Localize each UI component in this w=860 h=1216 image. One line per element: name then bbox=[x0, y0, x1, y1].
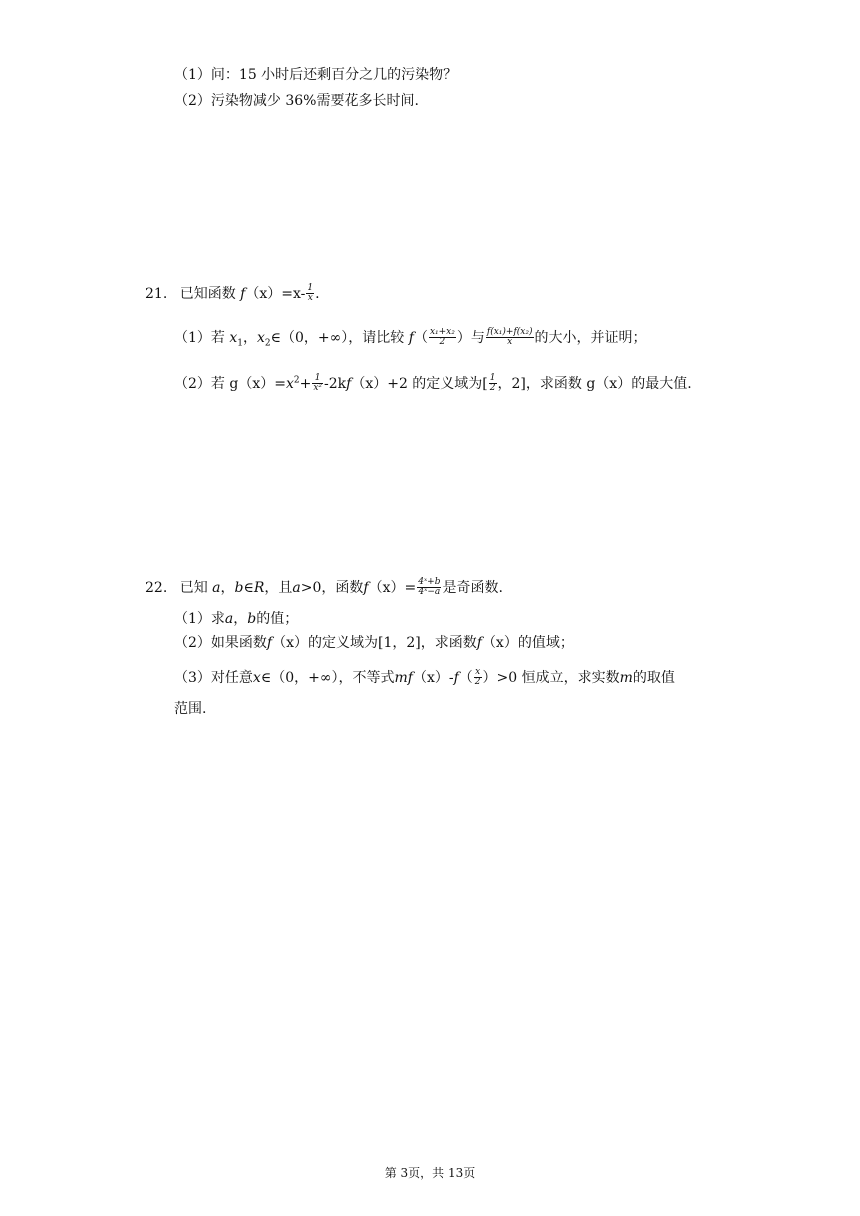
q21-stem: 21. 已知函数 f（x）=x- $\frac{1}{x}$ . bbox=[145, 283, 320, 304]
q21-part2: （2）若 $g(x)=x^2+$ $\frac{1}{\text{x²}}$ -2kf（x）+2 的定义域为[ $\frac{1}{2}$ ，2]，求函数 g（x）的最大值. bbox=[174, 373, 692, 394]
fraction: $\frac{\text{4ˣ+b}}{\text{4ˣ−a}}$ bbox=[418, 577, 441, 598]
q20-part2: （2）污染物减少 36%需要花多长时间. bbox=[174, 93, 419, 109]
q22-part3: （3）对任意x∈（0，+∞），不等式mf（x）-f（ $\frac{x}{2}$ ）>0 恒成立，求实数m的取值 bbox=[174, 667, 675, 688]
question-number: 22. bbox=[145, 579, 168, 596]
q22-part2: （2）如果函数f（x）的定义域为[1，2]，求函数f（x）的值域； bbox=[174, 635, 574, 651]
fraction: $\frac{1}{x}$ bbox=[307, 283, 314, 304]
question-number: 21. bbox=[145, 285, 168, 302]
fraction: $\frac{\text{x₁+x₂}}{2}$ bbox=[429, 327, 455, 348]
fraction: $\frac{1}{\text{x²}}$ bbox=[313, 373, 323, 394]
q22-part3-continued: 范围. bbox=[174, 701, 207, 717]
q22-stem: 22. 已知 a，b∈R，且a>0，函数f（x）= $\frac{\text{4ˣ+b}}{\text{4ˣ−a}}$ 是奇函数. bbox=[145, 577, 503, 598]
q22-part1: （1）求a，b的值； bbox=[174, 611, 299, 627]
fraction: $\frac{\text{f(x₁)+f(x₂)}}{x}$ bbox=[486, 327, 533, 348]
page-footer: 第 3页，共 13页 bbox=[384, 1166, 476, 1180]
q20-part1: （1）问：15 小时后还剩百分之几的污染物？ bbox=[174, 67, 458, 83]
q21-part1: （1）若 $x_1$，$x_2\in(0$，+∞），请比较 f（ $\frac{\text{x₁+x₂}}{2}$ ）与 $\frac{\text{f(x₁)+f(x₂)}}{x}$ 的大小，并证明； bbox=[174, 327, 647, 349]
fraction: $\frac{x}{2}$ bbox=[474, 667, 481, 688]
fraction: $\frac{1}{2}$ bbox=[489, 373, 496, 394]
